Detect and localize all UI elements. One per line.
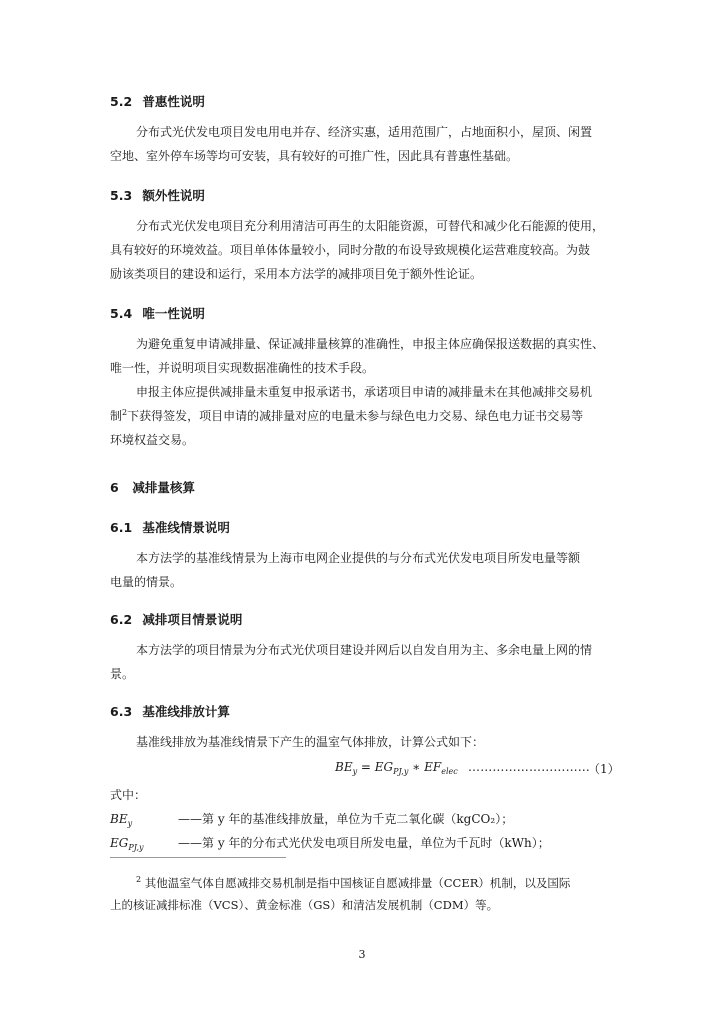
text-line: 唯一性，并说明项目实现数据准确性的技术手段。 bbox=[110, 361, 375, 375]
text-line: 申报主体应提供减排量未重复申报承诺书，承诺项目申请的减排量未在其他减排交易机 bbox=[136, 385, 593, 399]
heading-title: 额外性说明 bbox=[142, 188, 205, 203]
heading-title: 唯一性说明 bbox=[142, 306, 205, 321]
text-line: 景。 bbox=[110, 667, 135, 681]
variable-symbol bbox=[110, 836, 178, 852]
text-fragment: 制 bbox=[110, 409, 123, 423]
text-line: 本方法学的基准线情景为上海市电网企业提供的与分布式光伏发电项目所发电量等额 bbox=[136, 551, 581, 565]
symbol: EG bbox=[110, 836, 129, 850]
symbol-ef: EF bbox=[424, 760, 442, 774]
symbol-be: BE bbox=[335, 760, 353, 774]
heading-6-1 bbox=[110, 518, 230, 536]
text-line: 为避免重复申请减排量、保证减排量核算的准确性，申报主体应确保报送数据的真实性、 bbox=[136, 337, 605, 351]
paragraph-5-3 bbox=[110, 214, 615, 286]
text-line: 空地、室外停车场等均可安装，具有较好的可推广性，因此具有普惠性基础。 bbox=[110, 149, 519, 163]
where-label: 式中： bbox=[110, 788, 147, 802]
page-number: 3 bbox=[358, 948, 366, 961]
variable-symbol bbox=[110, 812, 178, 828]
paragraph-5-2 bbox=[110, 120, 615, 168]
text-line: 分布式光伏发电项目发电用电并存、经济实惠，适用范围广，占地面积小，屋顶、闲置 bbox=[136, 125, 593, 139]
symbol: BE bbox=[110, 812, 128, 826]
text-line bbox=[110, 404, 615, 428]
subscript: y bbox=[352, 767, 358, 776]
paragraph-6-2 bbox=[110, 638, 615, 686]
text-line: 励该类项目的建设和运行，采用本方法学的减排项目免于额外性论证。 bbox=[110, 267, 483, 281]
text-line: 具有较好的环境效益。项目单体体量较小，同时分散的布设导致规模化运营难度较高。为鼓 bbox=[110, 243, 591, 257]
variable-definition bbox=[110, 834, 550, 852]
footnote bbox=[110, 872, 615, 916]
heading-number: 6.1 bbox=[110, 520, 133, 535]
text-line: 本方法学的项目情景为分布式光伏项目建设并网后以自发自用为主、多余电量上网的情 bbox=[136, 643, 593, 657]
heading-5-3 bbox=[110, 186, 205, 204]
text-line: 电量的情景。 bbox=[110, 575, 183, 589]
heading-6-2 bbox=[110, 610, 242, 628]
heading-title: 减排项目情景说明 bbox=[142, 612, 243, 627]
paragraph-6-1 bbox=[110, 546, 615, 594]
heading-number: 6.3 bbox=[110, 704, 133, 719]
heading-5-2 bbox=[110, 92, 205, 110]
equals-sign: = bbox=[357, 760, 375, 774]
formula-1 bbox=[335, 760, 458, 776]
variable-description: ——第 y 年的分布式光伏发电项目所发电量，单位为千瓦时（kWh）； bbox=[178, 836, 550, 850]
heading-title: 基准线排放计算 bbox=[142, 704, 230, 719]
subscript: PJ,y bbox=[393, 767, 409, 776]
variable-definition bbox=[110, 810, 513, 828]
heading-number: 5.2 bbox=[110, 94, 133, 109]
equation-number: （1） bbox=[588, 762, 620, 776]
text-line: 基准线排放为基准线情景下产生的温室气体排放，计算公式如下： bbox=[136, 735, 485, 749]
paragraph-5-4-2 bbox=[110, 380, 615, 452]
heading-title: 减排量核算 bbox=[132, 480, 195, 495]
footnote-text: 其他温室气体自愿减排交易机制是指中国核证自愿减排量（CCER）机制，以及国际 bbox=[144, 876, 571, 890]
heading-5-4 bbox=[110, 304, 205, 322]
paragraph-5-4-1 bbox=[110, 332, 615, 380]
heading-6-3 bbox=[110, 702, 230, 720]
footnote-reference[interactable]: 2 bbox=[122, 408, 128, 417]
footnote-line bbox=[110, 872, 615, 894]
subscript: PJ,y bbox=[128, 843, 144, 852]
text-line: 分布式光伏发电项目充分利用清洁可再生的太阳能资源，可替代和减少化石能源的使用， bbox=[136, 219, 605, 233]
footnote-line: 上的核证减排标准（VCS）、黄金标准（GS）和清洁发展机制（CDM）等。 bbox=[110, 898, 499, 912]
multiply-sign: ∗ bbox=[408, 760, 425, 774]
heading-number: 6.2 bbox=[110, 612, 133, 627]
subscript: y bbox=[127, 819, 133, 828]
symbol-eg: EG bbox=[374, 760, 394, 774]
heading-number: 5.4 bbox=[110, 306, 133, 321]
heading-6 bbox=[110, 478, 195, 496]
heading-number: 6 bbox=[110, 480, 119, 495]
text-line: 环境权益交易。 bbox=[110, 433, 195, 447]
paragraph-6-3-intro bbox=[110, 730, 615, 754]
text-fragment: 下获得签发，项目申请的减排量对应的电量未参与绿色电力交易、绿色电力证书交易等 bbox=[127, 409, 584, 423]
heading-title: 普惠性说明 bbox=[142, 94, 205, 109]
subscript: elec bbox=[441, 767, 458, 776]
footnote-separator bbox=[110, 857, 286, 858]
variable-description: ——第 y 年的基准线排放量，单位为千克二氧化碳（kgCO₂）； bbox=[178, 812, 514, 826]
heading-title: 基准线情景说明 bbox=[142, 520, 230, 535]
formula-leader-dots: ………………………… bbox=[468, 760, 590, 774]
heading-number: 5.3 bbox=[110, 188, 133, 203]
footnote-mark: 2 bbox=[136, 875, 142, 884]
